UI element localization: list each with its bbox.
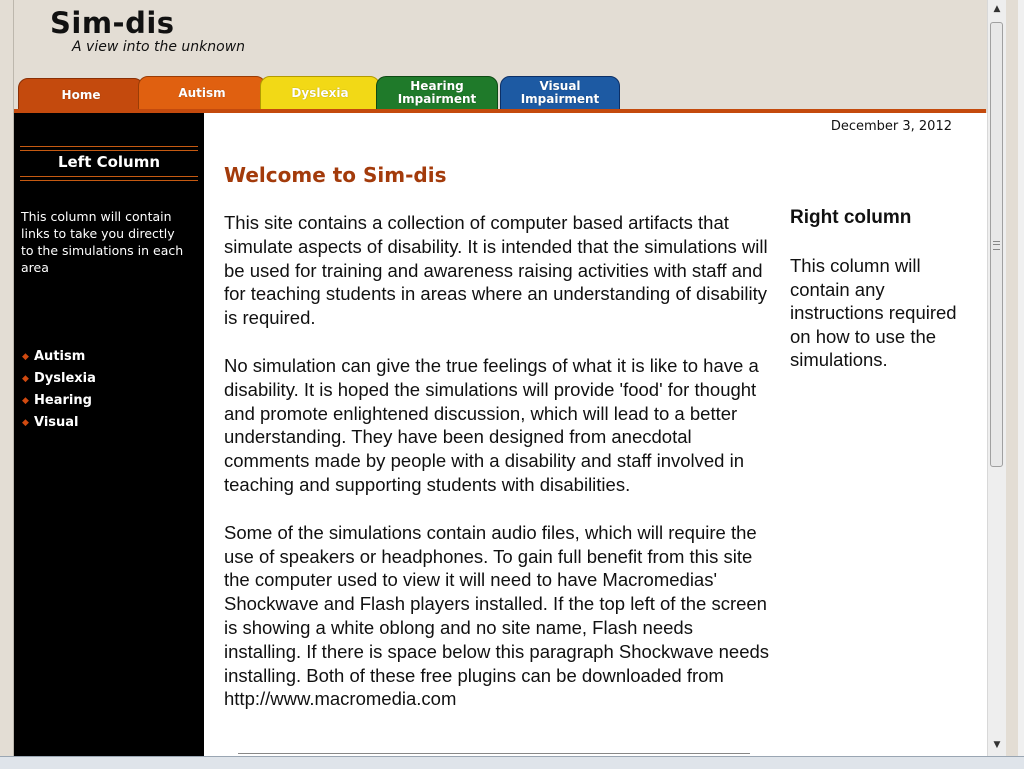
tab-label: Dyslexia [291, 85, 349, 100]
tab-label: Autism [178, 85, 226, 100]
tab-bar [14, 76, 994, 110]
grip-icon [993, 241, 1000, 250]
scroll-down-arrow-icon[interactable]: ▼ [993, 740, 1001, 750]
left-heading-rule-top [20, 150, 198, 151]
tab-home[interactable] [18, 78, 144, 112]
tab-dyslexia[interactable] [260, 76, 380, 110]
main-content [204, 113, 988, 756]
left-link-autism[interactable] [22, 346, 96, 368]
site-tagline: A view into the unknown [72, 39, 246, 55]
right-column-text: This column will contain any instructions required on how to use the simulations. [790, 255, 957, 370]
diamond-bullet-icon: ◆ [22, 418, 29, 428]
paragraph: No simulation can give the true feelings of what it is like to have a disability. It is hoped the simulations will provide 'food' for thought and promote enlightened discussion, which will lead to a better understanding. They have been designed from anecdotal comments made by people with a disability and staff involved in teaching and supporting students with disabilities. [224, 354, 759, 495]
tab-hearing-impairment[interactable] [376, 76, 498, 110]
right-column-heading: Right column [790, 207, 912, 228]
left-column-description: This column will contain links to take you directly to the simulations in each area [21, 209, 184, 275]
link-label: Autism [34, 349, 86, 364]
scrollbar-thumb[interactable] [990, 22, 1003, 467]
page-title: Welcome to Sim-dis [224, 163, 447, 187]
tab-autism[interactable] [138, 76, 266, 110]
diamond-bullet-icon: ◆ [22, 374, 29, 384]
tab-visual-impairment[interactable] [500, 76, 620, 110]
window-right-edge [1018, 0, 1024, 768]
scroll-up-arrow-icon[interactable]: ▲ [993, 4, 1001, 14]
link-label: Visual [34, 415, 79, 430]
date-label: December 3, 2012 [830, 119, 952, 134]
left-link-visual[interactable] [22, 412, 96, 434]
left-heading-rule-bottom [20, 176, 198, 177]
link-label: Hearing [34, 393, 92, 408]
tab-label-line2: Impairment [397, 92, 477, 106]
tab-label: Home [61, 87, 101, 102]
window-bottom-edge [0, 756, 1024, 769]
paragraph: Some of the simulations contain audio files, which will require the use of speakers or headphones. To gain full benefit from this site the computer used to view it will need to have Macromedias' Shockwave and Flash players installed. If the top left of the screen is showing a white oblong and no site name, Flash needs installing. If there is space below this paragraph Shockwave needs installing. Both of these free plugins can be downloaded from http://www.macromedia.com [224, 521, 770, 710]
site-title: Sim-dis [50, 6, 175, 40]
left-link-hearing[interactable] [22, 390, 96, 412]
paragraph: This site contains a collection of computer based artifacts that simulate aspects of disability. It is intended that the simulations will be used for training and awareness raising activities with staff and for teaching students in areas where an understanding of disability is required. [224, 212, 768, 329]
link-label: Dyslexia [34, 371, 96, 386]
tab-label-line1: Hearing [410, 79, 464, 93]
left-heading-rule-bottom [20, 180, 198, 181]
left-link-dyslexia[interactable] [22, 368, 96, 390]
main-body [224, 211, 772, 735]
left-nav-links [22, 346, 96, 434]
tab-label-line2: Impairment [520, 92, 600, 106]
left-heading-rule-top [20, 146, 198, 147]
left-column-heading: Left Column [57, 153, 161, 171]
tab-label-line1: Visual [539, 79, 581, 93]
content-divider [238, 753, 750, 754]
window-left-edge [0, 0, 14, 768]
diamond-bullet-icon: ◆ [22, 396, 29, 406]
left-column [14, 113, 204, 756]
diamond-bullet-icon: ◆ [22, 352, 29, 362]
vertical-scrollbar[interactable] [987, 0, 1006, 756]
